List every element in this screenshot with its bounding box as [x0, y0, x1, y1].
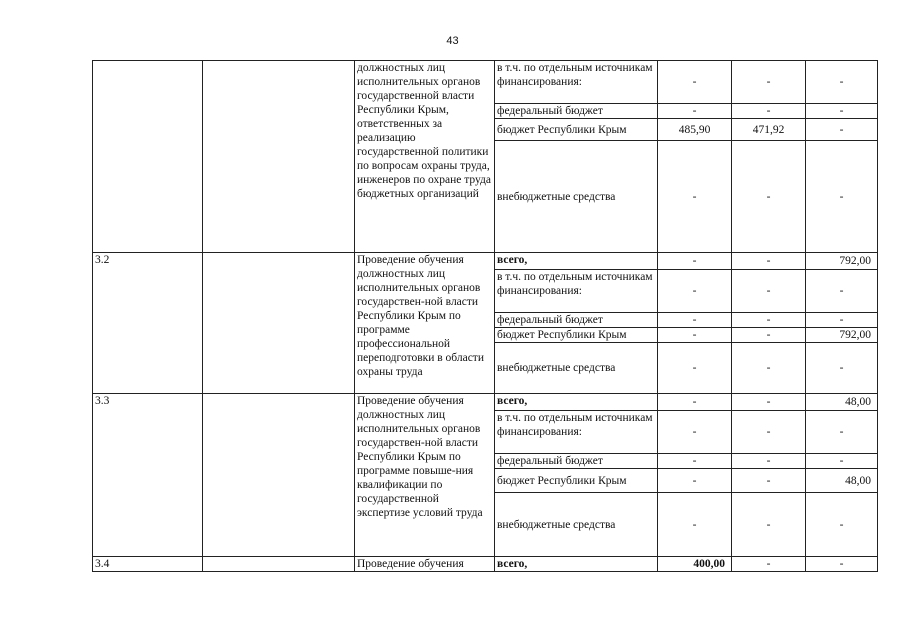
source-label: бюджет Республики Крым	[495, 469, 658, 493]
source-label: бюджет Республики Крым	[495, 119, 658, 141]
value-cell-1: -	[658, 270, 732, 313]
table-row	[93, 253, 878, 270]
value-cell-2: -	[732, 61, 806, 104]
value-cell-2: -	[732, 343, 806, 394]
value-cell-1: -	[658, 343, 732, 394]
source-label: в т.ч. по отдельным источникам финансирования:	[495, 61, 658, 104]
source-label: внебюджетные средства	[495, 343, 658, 394]
value-cell-2: -	[732, 104, 806, 119]
value-cell-1: -	[658, 141, 732, 253]
activity-description: должностных лиц исполнительных органов государственной власти Республики Крым, ответственных за реализацию государственной политики по вопросам охраны труда, инженеров по охране труда бюджетных организаций	[355, 61, 495, 253]
source-label: федеральный бюджет	[495, 313, 658, 328]
value-cell-2: -	[732, 328, 806, 343]
value-cell-3: -	[806, 557, 878, 572]
value-cell-1: -	[658, 454, 732, 469]
page-number: 43	[446, 35, 459, 47]
value-cell-3: -	[806, 270, 878, 313]
executor-cell	[203, 557, 355, 572]
row-number: 3.2	[93, 253, 203, 394]
source-label: внебюджетные средства	[495, 493, 658, 557]
value-cell-3: -	[806, 454, 878, 469]
source-label: федеральный бюджет	[495, 454, 658, 469]
executor-cell	[203, 61, 355, 253]
source-label: в т.ч. по отдельным источникам финансирования:	[495, 411, 658, 454]
value-cell-2: -	[732, 270, 806, 313]
value-cell-3: 792,00	[806, 328, 878, 343]
table-row	[93, 394, 878, 411]
value-cell-3: -	[806, 61, 878, 104]
value-cell-2: -	[732, 253, 806, 270]
value-cell-2: -	[732, 141, 806, 253]
row-number: 3.4	[93, 557, 203, 572]
row-number-cell	[93, 61, 203, 253]
value-cell-1: -	[658, 493, 732, 557]
value-cell-2: -	[732, 394, 806, 411]
value-cell-1: -	[658, 253, 732, 270]
value-cell-3: 792,00	[806, 253, 878, 270]
source-label: внебюджетные средства	[495, 141, 658, 253]
value-cell-3: -	[806, 141, 878, 253]
value-cell-2: -	[732, 493, 806, 557]
budget-table	[92, 60, 878, 572]
row-number: 3.3	[93, 394, 203, 557]
table-row	[93, 61, 878, 104]
value-cell-3: -	[806, 104, 878, 119]
value-cell-1: 400,00	[658, 557, 732, 572]
value-cell-3: 48,00	[806, 394, 878, 411]
value-cell-1: -	[658, 394, 732, 411]
value-cell-1: -	[658, 104, 732, 119]
value-cell-1: -	[658, 61, 732, 104]
value-cell-1: -	[658, 469, 732, 493]
value-cell-1: 485,90	[658, 119, 732, 141]
executor-cell	[203, 253, 355, 394]
activity-description: Проведение обучения	[355, 557, 495, 572]
value-cell-2: -	[732, 313, 806, 328]
value-cell-1: -	[658, 313, 732, 328]
source-label: всего,	[495, 394, 658, 411]
table-row	[93, 557, 878, 572]
source-label: всего,	[495, 253, 658, 270]
value-cell-2: -	[732, 411, 806, 454]
source-label: всего,	[495, 557, 658, 572]
value-cell-3: -	[806, 493, 878, 557]
value-cell-3: -	[806, 313, 878, 328]
value-cell-2: -	[732, 557, 806, 572]
activity-description: Проведение обучения должностных лиц исполнительных органов государствен-ной власти Республики Крым по программе профессиональной переподготовки в области охраны труда	[355, 253, 495, 394]
value-cell-2: -	[732, 469, 806, 493]
value-cell-1: -	[658, 328, 732, 343]
executor-cell	[203, 394, 355, 557]
activity-description: Проведение обучения должностных лиц исполнительных органов государствен-ной власти Республики Крым по программе повыше-ния квалификации по государственной экспертизе условий труда	[355, 394, 495, 557]
source-label: бюджет Республики Крым	[495, 328, 658, 343]
value-cell-2: -	[732, 454, 806, 469]
value-cell-3: 48,00	[806, 469, 878, 493]
value-cell-3: -	[806, 119, 878, 141]
value-cell-3: -	[806, 343, 878, 394]
value-cell-2: 471,92	[732, 119, 806, 141]
source-label: в т.ч. по отдельным источникам финансирования:	[495, 270, 658, 313]
value-cell-3: -	[806, 411, 878, 454]
source-label: федеральный бюджет	[495, 104, 658, 119]
value-cell-1: -	[658, 411, 732, 454]
